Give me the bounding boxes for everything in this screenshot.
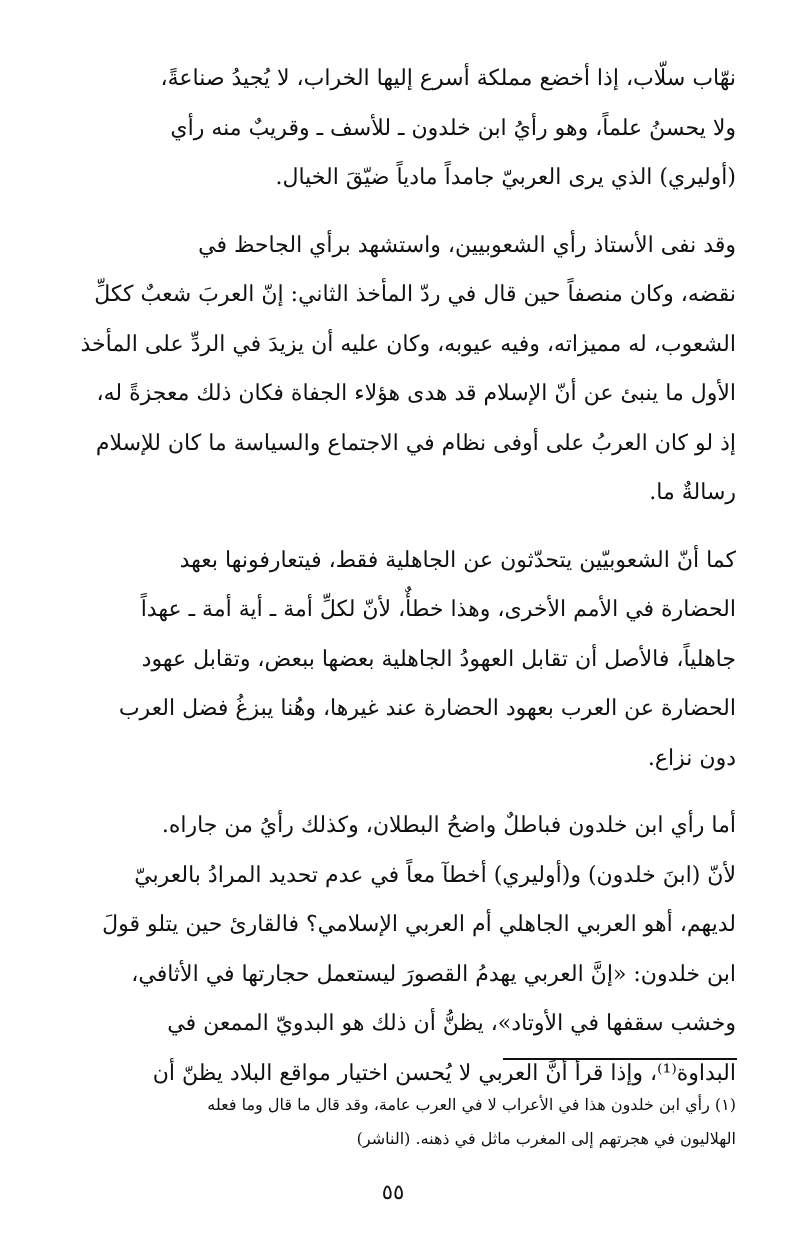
paragraph-2 <box>48 221 736 518</box>
paragraph-4 <box>48 801 736 1098</box>
text-line: جاهلياً، فالأصل أن تقابل العهودُ الجاهلية بعضها ببعض، وتقابل عهود <box>141 646 736 672</box>
text-line: دون نزاع. <box>647 745 736 771</box>
text-line: كما أنّ الشعوبيّين يتحدّثون عن الجاهلية فقط، فيتعارفونها بعهد <box>179 547 736 573</box>
footnotes <box>48 1088 736 1156</box>
text-line: الأول ما ينبئ عن أنّ الإسلام قد هدى هؤلاء الجفاة فكان ذلك معجزةً له، <box>96 381 736 406</box>
text-line: الحضارة عن العرب بعهود الحضارة عند غيرها، وهُنا يبزغُ فضل العرب <box>118 696 736 721</box>
text-line: ابن خلدون: «إنَّ العربي يهدمُ القصورَ ليستعمل حجارتها في الأثافي، <box>131 961 736 987</box>
text-line: نهّاب سلّاب، إذا أخضع مملكة أسرع إليها الخراب، لا يُجيدُ صناعةً، <box>160 66 736 91</box>
text-line: الشعوب، له مميزاته، وفيه عيوبه، وكان عليه أن يزيدَ في الردِّ على المأخذ <box>80 331 736 357</box>
paragraph-3 <box>48 536 736 784</box>
text-line: الحضارة في الأمم الأخرى، وهذا خطأٌ، لأنّ لكلِّ أمة ـ أية أمة ـ عهداً <box>140 597 736 622</box>
text-line: رسالةٌ ما. <box>649 480 736 505</box>
text-line: وخشب سقفها في الأوتاد»، يظنُّ أن ذلك هو البدويّ الممعن في <box>167 1011 736 1036</box>
text-line: إذ لو كان العربُ على أوفى نظام في الاجتماع والسياسة ما كان للإسلام <box>95 430 736 456</box>
text-line: نقضه، وكان منصفاً حين قال في ردّ المأخذ الثاني: إنّ العربَ شعبٌ ككلِّ <box>94 282 736 307</box>
text-line: (أوليري) الذي يرى العربيّ جامداً مادياً ضيّقَ الخيال. <box>275 165 736 190</box>
page-number: ٥٥ <box>381 1180 405 1204</box>
footnote-line: الهلاليون في هجرتهم إلى المغرب ماثل في ذهنه. (الناشر) <box>356 1129 736 1148</box>
text-line: لديهم، أهو العربي الجاهلي أم العربي الإسلامي؟ فالقارئ حين يتلو قولَ <box>102 912 736 937</box>
footnote-divider <box>503 1058 737 1060</box>
text-line: أما رأي ابن خلدون فباطلٌ واضحُ البطلان، وكذلك رأيُ من جاراه. <box>161 813 736 838</box>
text-line: البداوة⁽¹⁾، وإذا قرأ أنَّ العربي لا يُحسن اختيار مواقع البلاد يظنّ أن <box>152 1060 736 1086</box>
text-line: لأنّ (ابنَ خلدون) و(أوليري) أخطآ معاً في عدم تحديد المرادُ بالعربيّ <box>134 862 736 888</box>
footnote-line: (١) رأي ابن خلدون هذا في الأعراب لا في العرب عامة، وقد قال ما قال وما فعله <box>207 1095 736 1114</box>
paragraph-1 <box>48 54 736 203</box>
text-line: ولا يحسنُ علماً، وهو رأيُ ابن خلدون ـ للأسف ـ وقريبٌ منه رأي <box>170 115 736 141</box>
text-line: وقد نفى الأستاذ رأي الشعوبيين، واستشهد برأي الجاحظ في <box>198 232 736 258</box>
body-text <box>48 54 736 1098</box>
